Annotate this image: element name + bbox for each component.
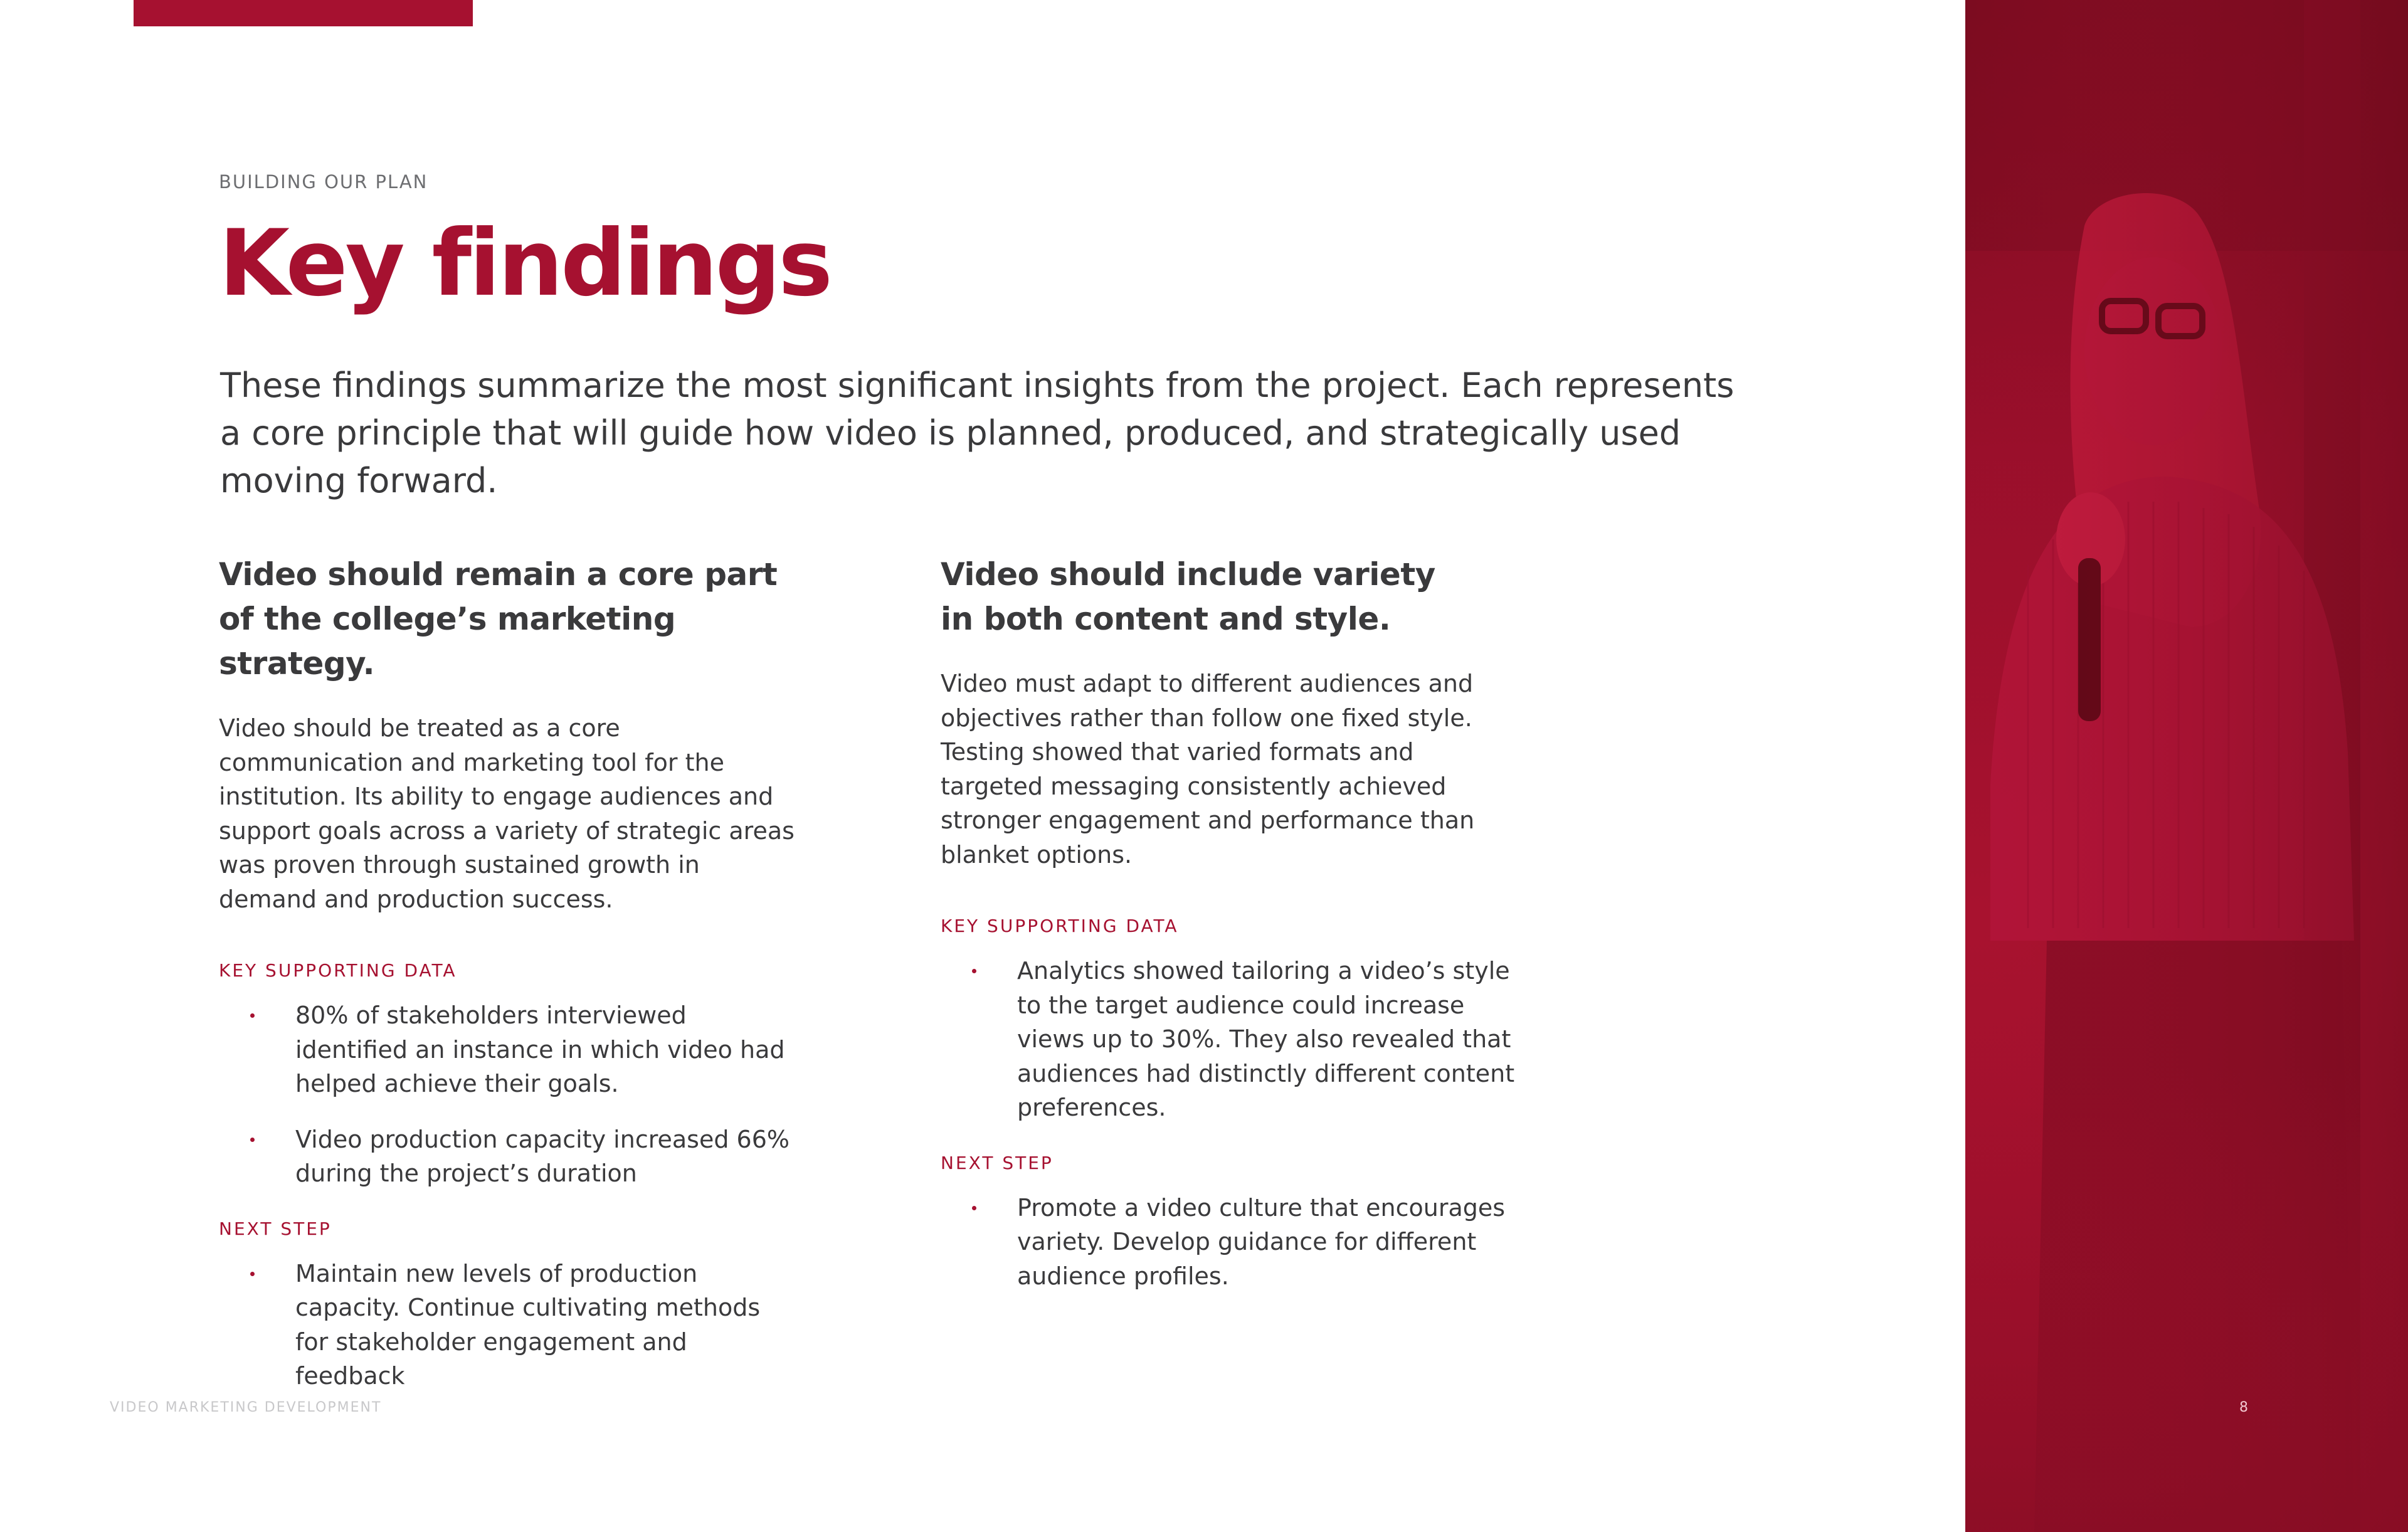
list-item (219, 1257, 796, 1393)
supporting-data-label: KEY SUPPORTING DATA (941, 916, 1179, 936)
finding-heading-line-1: Video should include variety (941, 556, 1435, 593)
list-item (219, 998, 796, 1101)
finding-column-1 (219, 552, 796, 1421)
list-item (219, 1123, 796, 1191)
section-eyebrow: BUILDING OUR PLAN (219, 171, 428, 193)
footer-document-title: VIDEO MARKETING DEVELOPMENT (110, 1400, 382, 1415)
bullet-icon (250, 1138, 255, 1142)
bullet-icon (250, 1272, 255, 1276)
next-step-list (941, 1191, 1518, 1294)
list-item-text: Maintain new levels of production capacity. Continue cultivating methods for stakeholder engagement and feedback (295, 1259, 761, 1390)
next-step-label: NEXT STEP (941, 1152, 1054, 1173)
finding-heading-line-2: in both content and style. (941, 601, 1391, 637)
list-item (941, 1191, 1518, 1294)
bullet-icon (972, 1206, 976, 1210)
next-step-label: NEXT STEP (219, 1218, 332, 1239)
supporting-data-list (219, 998, 796, 1191)
page-number: 8 (2239, 1400, 2248, 1415)
supporting-data-list (941, 954, 1518, 1125)
speaker-illustration (1965, 0, 2408, 1532)
speaker-photo (1965, 0, 2408, 1532)
supporting-data-label: KEY SUPPORTING DATA (219, 960, 457, 981)
shade-bottom-overlay (1965, 1066, 2408, 1532)
intro-paragraph: These findings summarize the most significant insights from the project. Each represents a core principle that will guide how video is planned, produced, and strategically used moving forward. (220, 366, 1735, 500)
bullet-icon (250, 1013, 255, 1018)
list-item (941, 954, 1518, 1125)
bullet-icon (972, 969, 976, 973)
list-item-text: 80% of stakeholders interviewed identified an instance in which video had helped achieve their goals. (295, 1001, 785, 1097)
finding-heading-line-2: of the college’s marketing strategy. (219, 601, 676, 682)
finding-body: Video must adapt to different audiences and objectives rather than follow one fixed style. Testing showed that varied formats and targeted messaging consistently achieved stronger engagement and performance than blanket options. (941, 670, 1475, 869)
next-step-list (219, 1257, 796, 1393)
finding-body: Video should be treated as a core communication and marketing tool for the institution. Its ability to engage audiences and support goals across a variety of strategic areas was proven through sustained growth in demand and production success. (219, 714, 795, 913)
list-item-text: Promote a video culture that encourages variety. Develop guidance for different audience profiles. (1017, 1193, 1506, 1290)
top-accent-bar (134, 0, 473, 26)
finding-heading (941, 552, 1518, 642)
finding-heading (219, 552, 796, 686)
list-item-text: Analytics showed tailoring a video’s style to the target audience could increase views up to 30%. They also revealed that audiences had distinctly different content preferences. (1017, 957, 1515, 1121)
finding-heading-line-1: Video should remain a core part (219, 556, 778, 593)
page-title: Key findings (219, 210, 830, 317)
finding-column-2 (941, 552, 1518, 1321)
list-item-text: Video production capacity increased 66% during the project’s duration (295, 1125, 789, 1187)
